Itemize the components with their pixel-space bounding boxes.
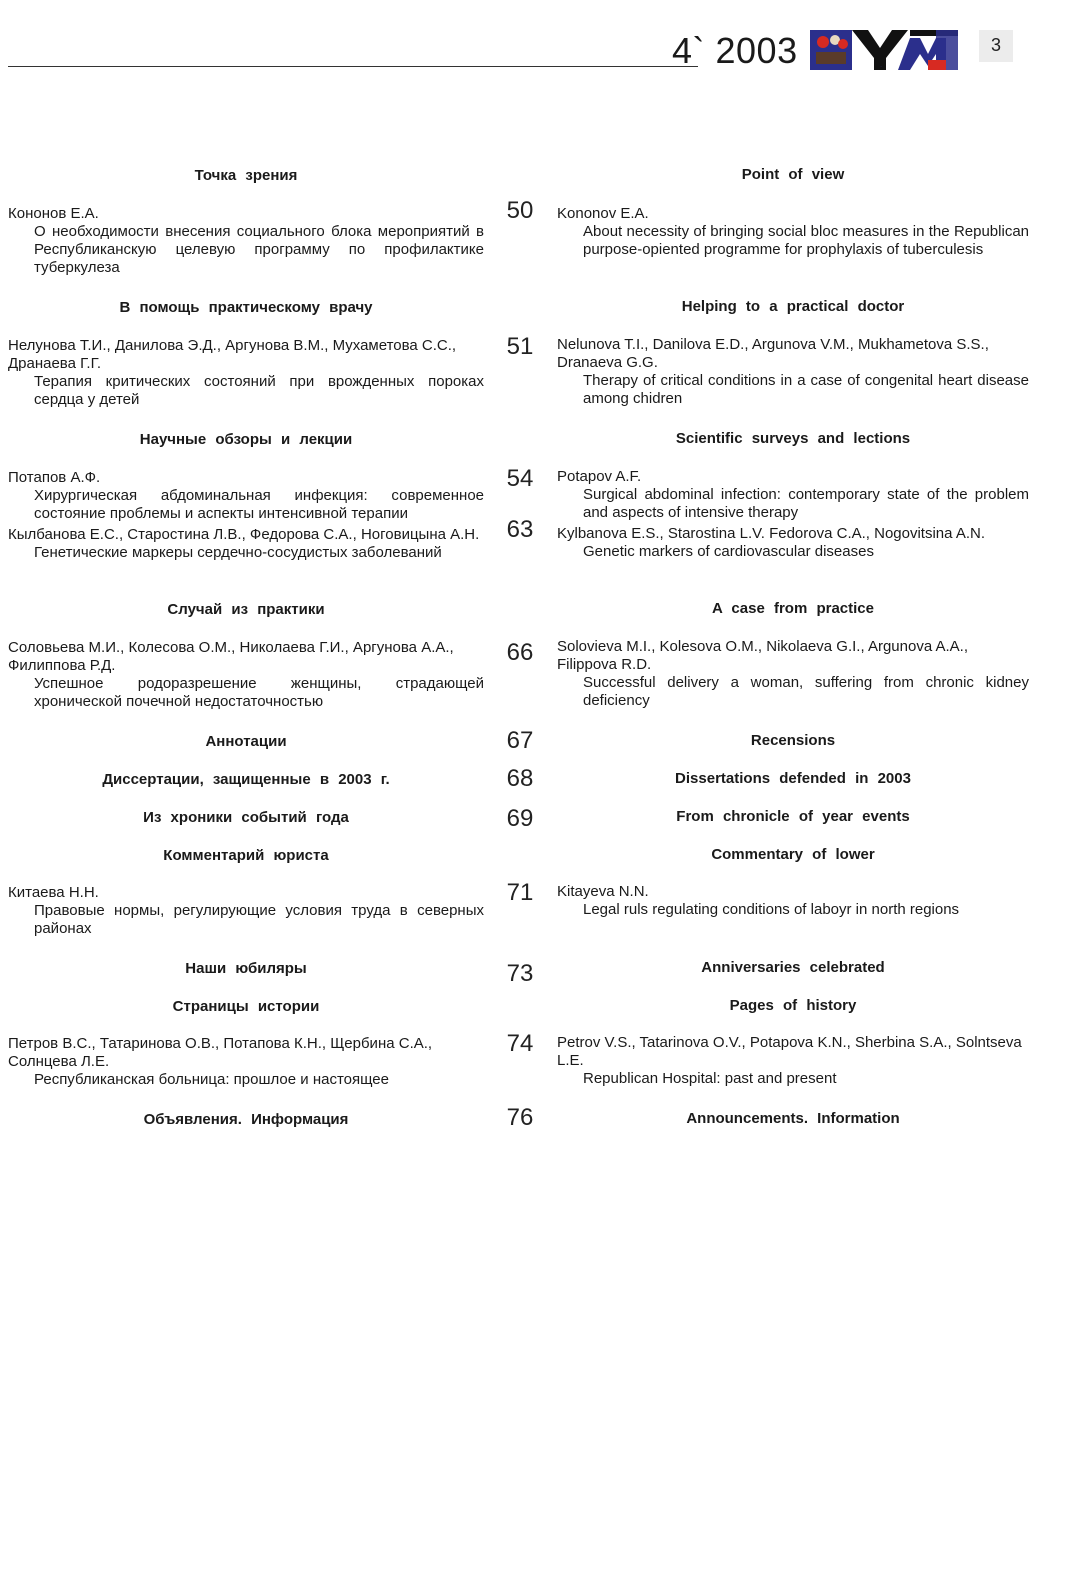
toc-entry-ru[interactable] bbox=[8, 205, 484, 277]
entry-authors: Китаева Н.Н. bbox=[8, 884, 99, 901]
toc-entry-en[interactable] bbox=[557, 638, 1029, 710]
section-heading-ru[interactable]: Из хроники событий года bbox=[143, 809, 349, 826]
entry-authors: Nelunova T.I., Danilova E.D., Argunova V.M., Mukhametova S.S., Dranaeva G.G. bbox=[557, 336, 989, 371]
section-heading-ru[interactable]: Наши юбиляры bbox=[185, 960, 307, 977]
toc-entry-en[interactable] bbox=[557, 205, 1029, 259]
entry-title: Республиканская больница: прошлое и настоящее bbox=[34, 1071, 389, 1088]
section-heading-en[interactable]: Announcements. Information bbox=[686, 1110, 900, 1127]
entry-title: Терапия критических состояний при врожденных пороках сердца у детей bbox=[34, 373, 484, 408]
page-ref[interactable]: 74 bbox=[506, 1030, 534, 1057]
section-heading-en: Pages of history bbox=[729, 997, 857, 1014]
issue-number: 4` 2003 bbox=[672, 30, 798, 71]
section-heading-en: Scientific surveys and lections bbox=[675, 430, 911, 447]
section-heading-ru: Научные обзоры и лекции bbox=[139, 431, 353, 448]
page-ref[interactable]: 73 bbox=[506, 960, 534, 987]
toc-entry-ru[interactable] bbox=[8, 884, 484, 938]
section-heading-ru[interactable]: Диссертации, защищенные в 2003 г. bbox=[102, 771, 390, 788]
entry-title: About necessity of bringing social bloc measures in the Republican purpose-opiented programme for prophylaxis of tuberculesis bbox=[583, 223, 1029, 258]
entry-authors: Potapov A.F. bbox=[557, 468, 642, 485]
section-heading-ru: Комментарий юриста bbox=[163, 847, 329, 864]
entry-authors: Kylbanova E.S., Starostina L.V. Fedorova C.A., Nogovitsina A.N. bbox=[557, 525, 986, 542]
page-number: 3 bbox=[979, 30, 1013, 62]
toc-entry-en[interactable] bbox=[557, 468, 1029, 522]
toc-entry-en[interactable] bbox=[557, 525, 1029, 561]
entry-title: Successful delivery a woman, suffering from chronic kidney deficiency bbox=[583, 674, 1029, 709]
entry-title: Surgical abdominal infection: contemporary state of the problem and aspects of intensive therapy bbox=[583, 486, 1029, 521]
section-heading-en: A case from practice bbox=[711, 600, 874, 617]
section-heading-ru[interactable]: Аннотации bbox=[205, 733, 287, 750]
entry-authors: Нелунова Т.И., Данилова Э.Д., Аргунова В.М., Мухаметова С.С., Дранаева Г.Г. bbox=[8, 337, 457, 372]
section-heading-en: Point of view bbox=[741, 166, 845, 183]
entry-authors: Kitayeva N.N. bbox=[557, 883, 649, 900]
entry-authors: Кылбанова Е.С., Старостина Л.В., Федорова С.А., Ноговицына А.Н. bbox=[8, 526, 480, 543]
page-ref[interactable]: 68 bbox=[506, 765, 534, 792]
page-ref[interactable]: 71 bbox=[506, 879, 534, 906]
entry-title: Успешное родоразрешение женщины, страдающей хронической почечной недостаточностью bbox=[34, 675, 484, 710]
toc-entry-en[interactable] bbox=[557, 1034, 1029, 1088]
entry-authors: Потапов А.Ф. bbox=[8, 469, 101, 486]
section-heading-en: Commentary of lower bbox=[711, 846, 875, 863]
toc-entry-en[interactable] bbox=[557, 883, 1029, 919]
entry-title: Legal ruls regulating conditions of laboyr in north regions bbox=[583, 901, 960, 918]
section-heading-ru: В помощь практическому врачу bbox=[119, 299, 373, 316]
page-ref[interactable]: 76 bbox=[506, 1104, 534, 1131]
entry-title: Генетические маркеры сердечно-сосудистых заболеваний bbox=[34, 544, 442, 561]
section-heading-en[interactable]: From chronicle of year events bbox=[676, 808, 910, 825]
header-rule bbox=[8, 66, 698, 67]
page-ref[interactable]: 51 bbox=[506, 333, 534, 360]
page-ref[interactable]: 63 bbox=[506, 516, 534, 543]
section-heading-ru: Точка зрения bbox=[194, 167, 298, 184]
entry-authors: Петров В.С., Татаринова О.В., Потапова К.Н., Щербина С.А., Солнцева Л.Е. bbox=[8, 1035, 433, 1070]
section-heading-en[interactable]: Anniversaries celebrated bbox=[701, 959, 885, 976]
section-heading-ru: Страницы истории bbox=[172, 998, 320, 1015]
toc-entry-en[interactable] bbox=[557, 336, 1029, 408]
entry-authors: Solovieva M.I., Kolesova O.M., Nikolaeva G.I., Argunova A.A., Filippova R.D. bbox=[557, 638, 969, 673]
section-heading-en: Helping to a practical doctor bbox=[681, 298, 905, 315]
toc-entry-ru[interactable] bbox=[8, 526, 484, 562]
entry-authors: Petrov V.S., Tatarinova O.V., Potapova K.N., Sherbina S.A., Solntseva L.E. bbox=[557, 1034, 1022, 1069]
toc-entry-ru[interactable] bbox=[8, 639, 484, 711]
entry-title: Хирургическая абдоминальная инфекция: современное состояние проблемы и аспекты интенсивной терапии bbox=[34, 487, 484, 522]
page-ref[interactable]: 50 bbox=[506, 197, 534, 224]
toc-entry-ru[interactable] bbox=[8, 337, 484, 409]
entry-title: Правовые нормы, регулирующие условия труда в северных районах bbox=[34, 902, 484, 937]
entry-title: Republican Hospital: past and present bbox=[583, 1070, 837, 1087]
toc-entry-ru[interactable] bbox=[8, 469, 484, 523]
section-heading-ru[interactable]: Объявления. Информация bbox=[143, 1111, 349, 1128]
entry-title: О необходимости внесения социального блока мероприятий в Республиканскую целевую программу по профилактике туберкулеза bbox=[34, 223, 484, 276]
entry-authors: Кононов Е.А. bbox=[8, 205, 99, 222]
toc-entry-ru[interactable] bbox=[8, 1035, 484, 1089]
section-heading-en[interactable]: Dissertations defended in 2003 bbox=[675, 770, 911, 787]
entry-title: Therapy of critical conditions in a case of congenital heart disease among chidren bbox=[583, 372, 1029, 407]
page-ref[interactable]: 66 bbox=[506, 639, 534, 666]
page-ref[interactable]: 54 bbox=[506, 465, 534, 492]
page-ref[interactable]: 69 bbox=[506, 805, 534, 832]
logo-text: YMJ bbox=[880, 67, 882, 68]
entry-authors: Соловьева М.И., Колесова О.М., Николаева Г.И., Аргунова А.А., Филиппова Р.Д. bbox=[8, 639, 454, 674]
entry-authors: Kononov E.A. bbox=[557, 205, 649, 222]
entry-title: Genetic markers of cardiovascular diseases bbox=[583, 543, 874, 560]
page-ref[interactable]: 67 bbox=[506, 727, 534, 754]
journal-logo bbox=[810, 30, 958, 70]
section-heading-en[interactable]: Recensions bbox=[750, 732, 836, 749]
section-heading-ru: Случай из практики bbox=[167, 601, 325, 618]
